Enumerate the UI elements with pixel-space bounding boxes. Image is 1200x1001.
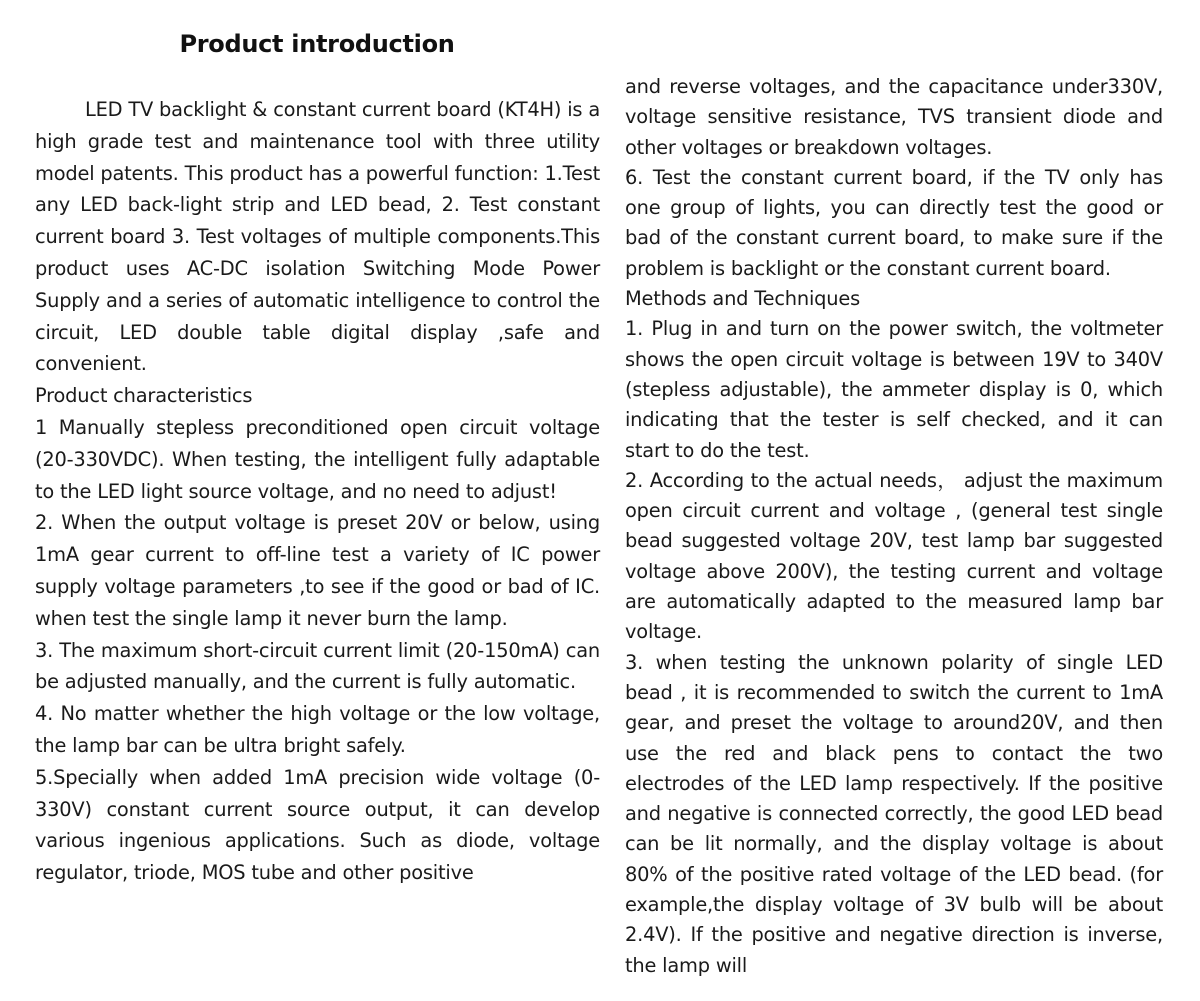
left-column: [35, 94, 600, 889]
characteristic-item-4: 4. No matter whether the high voltage or the low voltage, the lamp bar can be ultra bright safely.: [35, 702, 600, 757]
characteristic-item-5-continued: and reverse voltages, and the capacitance under330V, voltage sensitive resistance, TVS transient diode and other voltages or breakdown voltages.: [625, 75, 1163, 159]
characteristic-item-1: 1 Manually stepless preconditioned open circuit voltage (20-330VDC). When testing, the intelligent fully adaptable to the LED light source voltage, and no need to adjust!: [35, 415, 600, 503]
characteristic-item-5: 5.Specially when added 1mA precision wide voltage (0-330V) constant current source output, it can develop various ingenious applications. Such as diode, voltage regulator, triode, MOS tube and other positive: [35, 765, 600, 885]
method-item-1: 1. Plug in and turn on the power switch, the voltmeter shows the open circuit voltage is between 19V to 340V (stepless adjustable), the ammeter display is 0, which indicating that the tester is self checked, and it can start to do the test.: [625, 317, 1163, 462]
page-title: Product introduction: [179, 30, 455, 58]
characteristics-heading: Product characteristics: [35, 384, 253, 408]
intro-paragraph: LED TV backlight & constant current board (KT4H) is a high grade test and maintenance tool with three utility model patents. This product has a powerful function: 1.Test any LED back-light strip and LED bead, 2. Test constant current board 3. Test voltages of multiple components.This product uses AC-DC isolation Switching Mode Power Supply and a series of automatic intelligence to control the circuit, LED double table digital display ,safe and convenient.: [35, 98, 600, 376]
right-column: [625, 72, 1163, 981]
characteristic-item-6: 6. Test the constant current board, if the TV only has one group of lights, you can directly test the good or bad of the constant current board, to make sure if the problem is backlight or the constant current board.: [625, 165, 1163, 280]
characteristic-item-2: 2. When the output voltage is preset 20V or below, using 1mA gear current to off-line test a variety of IC power supply voltage parameters ,to see if the good or bad of IC. when test the single lamp it never burn the lamp.: [35, 511, 600, 630]
method-item-2: 2. According to the actual needs， adjust the maximum open circuit current and voltage , (general test single bead suggested voltage 20V, test lamp bar suggested voltage above 200V), the testing current and voltage are automatically adapted to the measured lamp bar voltage.: [625, 468, 1163, 644]
method-item-3: 3. when testing the unknown polarity of single LED bead , it is recommended to switch the current to 1mA gear, and preset the voltage to around20V, and then use the red and black pens to contact the two electrodes of the LED lamp respectively. If the positive and negative is connected correctly, the good LED bead can be lit normally, and the display voltage is about 80% of the positive rated voltage of the LED bead. (for example,the display voltage of 3V bulb will be about 2.4V). If the positive and negative direction is inverse, the lamp will: [625, 650, 1163, 977]
characteristic-item-3: 3. The maximum short-circuit current limit (20-150mA) can be adjusted manually, and the current is fully automatic.: [35, 638, 600, 694]
methods-heading: Methods and Techniques: [625, 287, 860, 311]
